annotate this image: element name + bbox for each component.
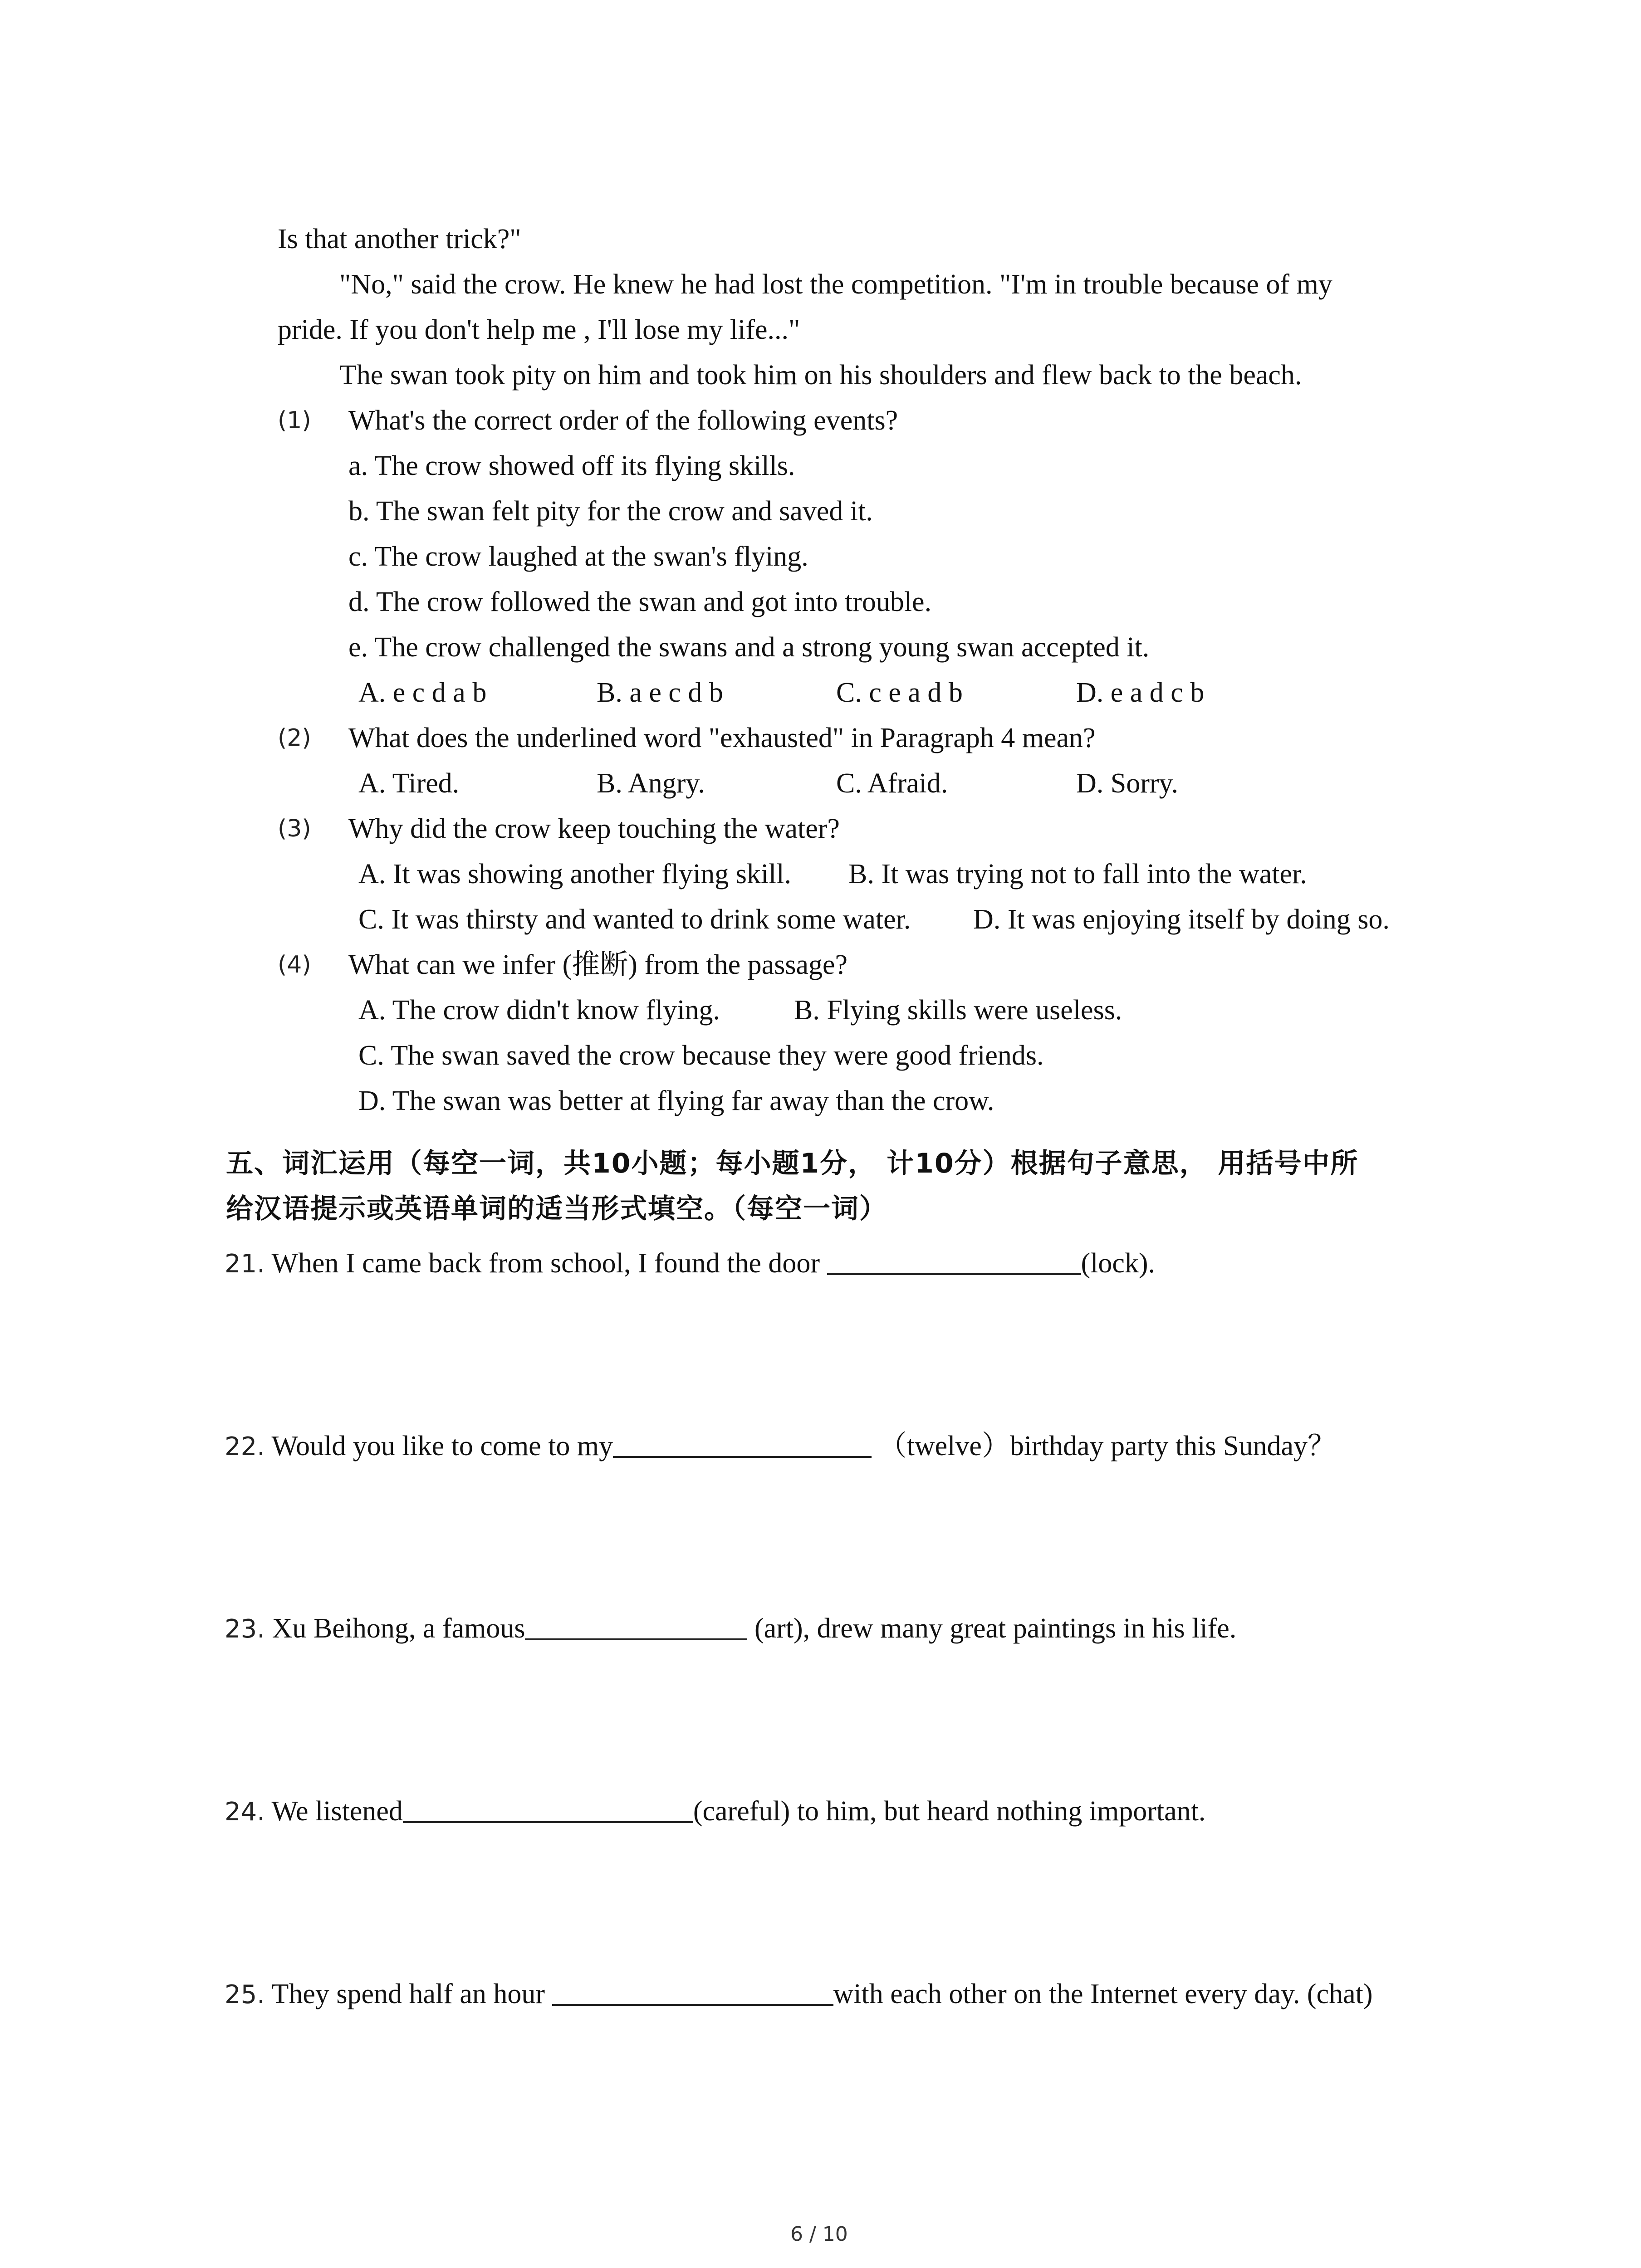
option-a: A. Tired. (358, 768, 460, 799)
item-text-after: (art), drew many great paintings in his life. (747, 1613, 1237, 1644)
item-text-before: They spend half an hour (271, 1979, 552, 2009)
option-c: C. It was thirsty and wanted to drink some water. (358, 904, 911, 935)
event-item: c. The crow laughed at the swan's flying. (348, 541, 808, 572)
fill-item-25 (225, 1976, 1372, 2013)
option-d: D. Sorry. (1076, 768, 1179, 799)
question-number: (4) (278, 951, 311, 978)
passage-line: "No," said the crow. He knew he had lost the competition. "I'm in trouble because of my (339, 269, 1332, 300)
question-number: (2) (278, 724, 311, 752)
option-b: B. It was trying not to fall into the water. (848, 859, 1307, 890)
option-c: C. The swan saved the crow because they were good friends. (358, 1040, 1044, 1071)
question-number: (3) (278, 815, 311, 842)
option-c: C. Afraid. (836, 768, 948, 799)
fill-item-22 (225, 1428, 1336, 1465)
event-item: e. The crow challenged the swans and a strong young swan accepted it. (348, 632, 1150, 663)
section-heading: 给汉语提示或英语单词的适当形式填空。（每空一词） (226, 1193, 887, 1225)
option-a: A. It was showing another flying skill. (358, 859, 792, 890)
item-text-after: (lock). (1081, 1248, 1156, 1279)
item-text-after: （twelve）birthday party this Sunday？ (872, 1431, 1336, 1461)
item-number: 25. (225, 1980, 265, 2009)
option-a: A. e c d a b (358, 677, 487, 708)
option-c: C. c e a d b (836, 677, 963, 708)
option-b: B. Flying skills were useless. (794, 995, 1122, 1026)
passage-line: Is that another trick?" (278, 224, 521, 254)
event-item: a. The crow showed off its flying skills. (348, 450, 795, 481)
option-d: D. The swan was better at flying far away than the crow. (358, 1085, 994, 1116)
item-text-after: with each other on the Internet every day. (chat) (833, 1979, 1373, 2009)
item-text-before: We listened (271, 1796, 403, 1827)
answer-blank[interactable] (525, 1611, 747, 1640)
item-number: 24. (225, 1797, 265, 1827)
question-number: (1) (278, 407, 311, 434)
option-b: B. a e c d b (597, 677, 723, 708)
event-item: b. The swan felt pity for the crow and saved it. (348, 496, 873, 527)
answer-blank[interactable] (403, 1794, 693, 1823)
option-a: A. The crow didn't know flying. (358, 995, 720, 1026)
fill-item-24 (225, 1793, 1205, 1830)
option-b: B. Angry. (597, 768, 705, 799)
item-text-before: Would you like to come to my (271, 1431, 613, 1461)
page-number: 6 / 10 (790, 2223, 848, 2246)
fill-item-23 (225, 1610, 1236, 1647)
question-text: What does the underlined word "exhausted" in Paragraph 4 mean? (348, 723, 1096, 753)
item-text-before: When I came back from school, I found the door (271, 1248, 827, 1279)
item-number: 21. (225, 1249, 265, 1279)
answer-blank[interactable] (552, 1977, 833, 2006)
answer-blank[interactable] (827, 1246, 1081, 1275)
question-text: Why did the crow keep touching the water? (348, 813, 840, 844)
item-number: 23. (225, 1614, 265, 1644)
option-d: D. e a d c b (1076, 677, 1205, 708)
question-text: What's the correct order of the following events? (348, 405, 898, 436)
event-item: d. The crow followed the swan and got into trouble. (348, 587, 932, 617)
question-text: What can we infer (推断) from the passage? (348, 949, 848, 980)
section-heading: 五、词汇运用（每空一词，共10小题；每小题1分， 计10分）根据句子意思， 用括号中所 (226, 1148, 1359, 1179)
item-text-after: (careful) to him, but heard nothing important. (693, 1796, 1206, 1827)
fill-item-21 (225, 1245, 1155, 1282)
answer-blank[interactable] (613, 1429, 872, 1458)
passage-line: pride. If you don't help me , I'll lose my life..." (278, 314, 800, 345)
item-number: 22. (225, 1432, 265, 1461)
option-d: D. It was enjoying itself by doing so. (973, 904, 1390, 935)
passage-line: The swan took pity on him and took him on his shoulders and flew back to the beach. (339, 360, 1302, 391)
item-text-before: Xu Beihong, a famous (272, 1613, 525, 1644)
